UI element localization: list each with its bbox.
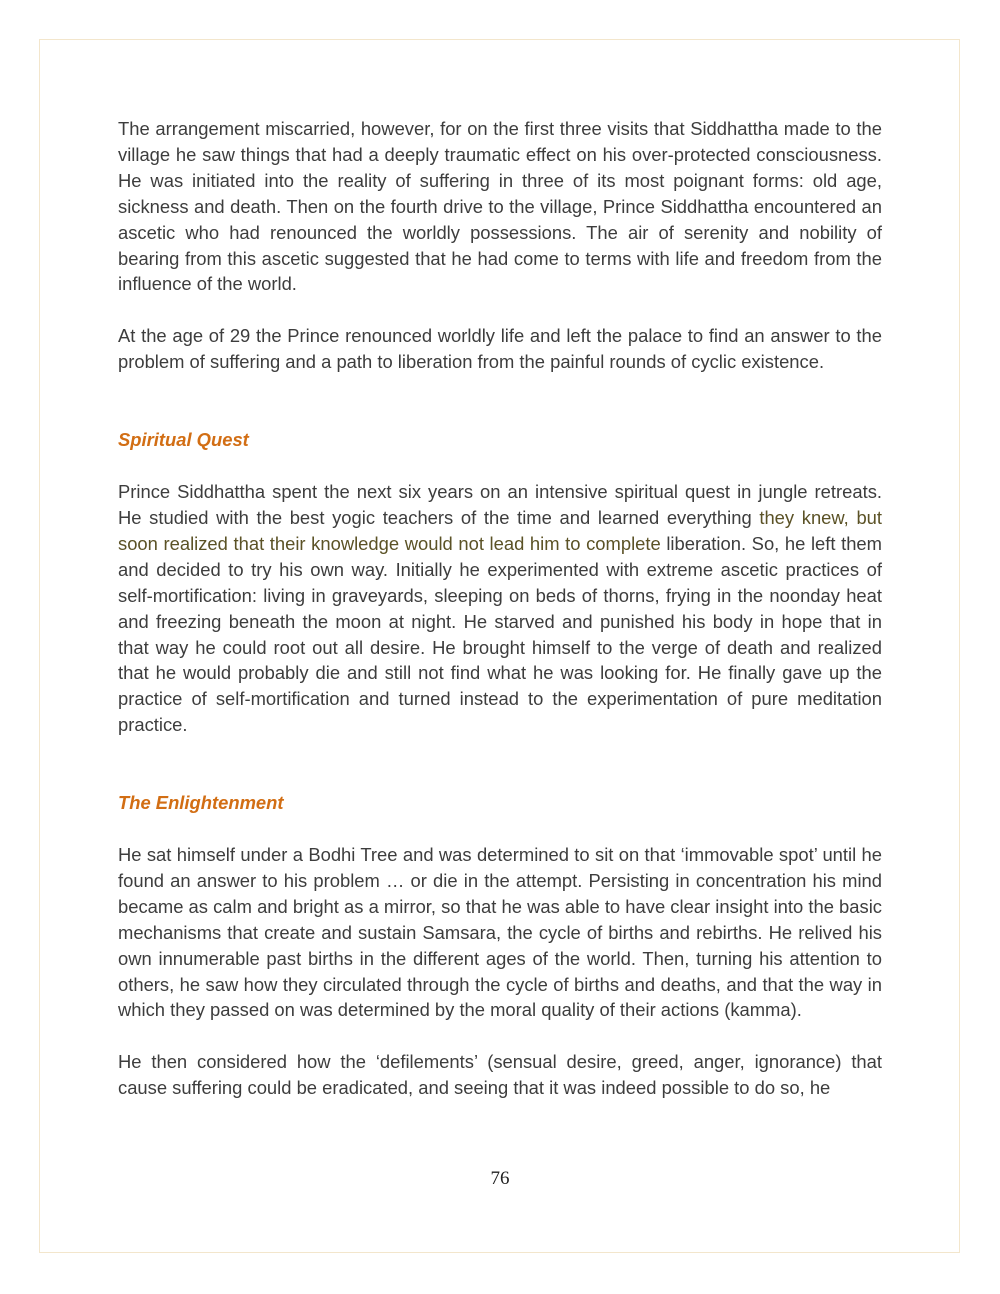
section-heading-enlightenment: The Enlightenment	[118, 792, 284, 814]
body-paragraph: At the age of 29 the Prince renounced worldly life and left the palace to find an answer to the problem of suffering and a path to liberation from the painful rounds of cyclic existence.	[118, 325, 882, 373]
paragraph-text: liberation. So, he left them and decided to try his own way. Initially he experimented with extreme ascetic practices of self-mortification: living in graveyards, sleeping on beds of thorns, frying in the noonday heat and freezing beneath the moon at night. He starved and punished his body in hope that in that way he could root out all desire. He brought himself to the verge of death and realized that he would probably die and still not find what he was looking for. He finally gave up the practice of self-mortification and turned instead to the experimentation of pure meditation practice.	[118, 532, 882, 736]
body-paragraph: He then considered how the ‘defilements’ (sensual desire, greed, anger, ignorance) that cause suffering could be eradicated, and seeing that it was indeed possible to do so, he	[118, 1051, 882, 1099]
body-paragraph: He sat himself under a Bodhi Tree and was determined to sit on that ‘immovable spot’ until he found an answer to his problem … or die in the attempt. Persisting in concentration his mind became as calm and bright as a mirror, so that he was able to have clear insight into the basic mechanisms that create and sustain Samsara, the cycle of births and rebirths. He relived his own innumerable past births in the different ages of the world. Then, turning his attention to others, he saw how they circulated through the cycle of births and deaths, and that the way in which they passed on was determined by the moral quality of their actions (kamma).	[118, 844, 882, 1021]
tinted-text: they knew, but soon realized that their knowledge would not lead him to complete	[118, 506, 883, 554]
body-paragraph	[118, 479, 882, 738]
page-content	[118, 116, 882, 1101]
body-paragraph: The arrangement miscarried, however, for on the first three visits that Siddhattha made to the village he saw things that had a deeply traumatic effect on his over-protected consciousness. He was initiated into the reality of suffering in three of its most poignant forms: old age, sickness and death. Then on the fourth drive to the village, Prince Siddhattha encountered an ascetic who had renounced the worldly possessions. The air of serenity and nobility of bearing from this ascetic suggested that he had come to terms with life and freedom from the influence of the world.	[118, 118, 882, 295]
section-heading-spiritual-quest: Spiritual Quest	[118, 429, 249, 451]
paragraph-text: Prince Siddhattha spent the next six years on an intensive spiritual quest in jungle retreats. He studied with the best yogic teachers of the time and learned everything	[118, 481, 882, 528]
page-number: 76	[490, 1168, 510, 1189]
